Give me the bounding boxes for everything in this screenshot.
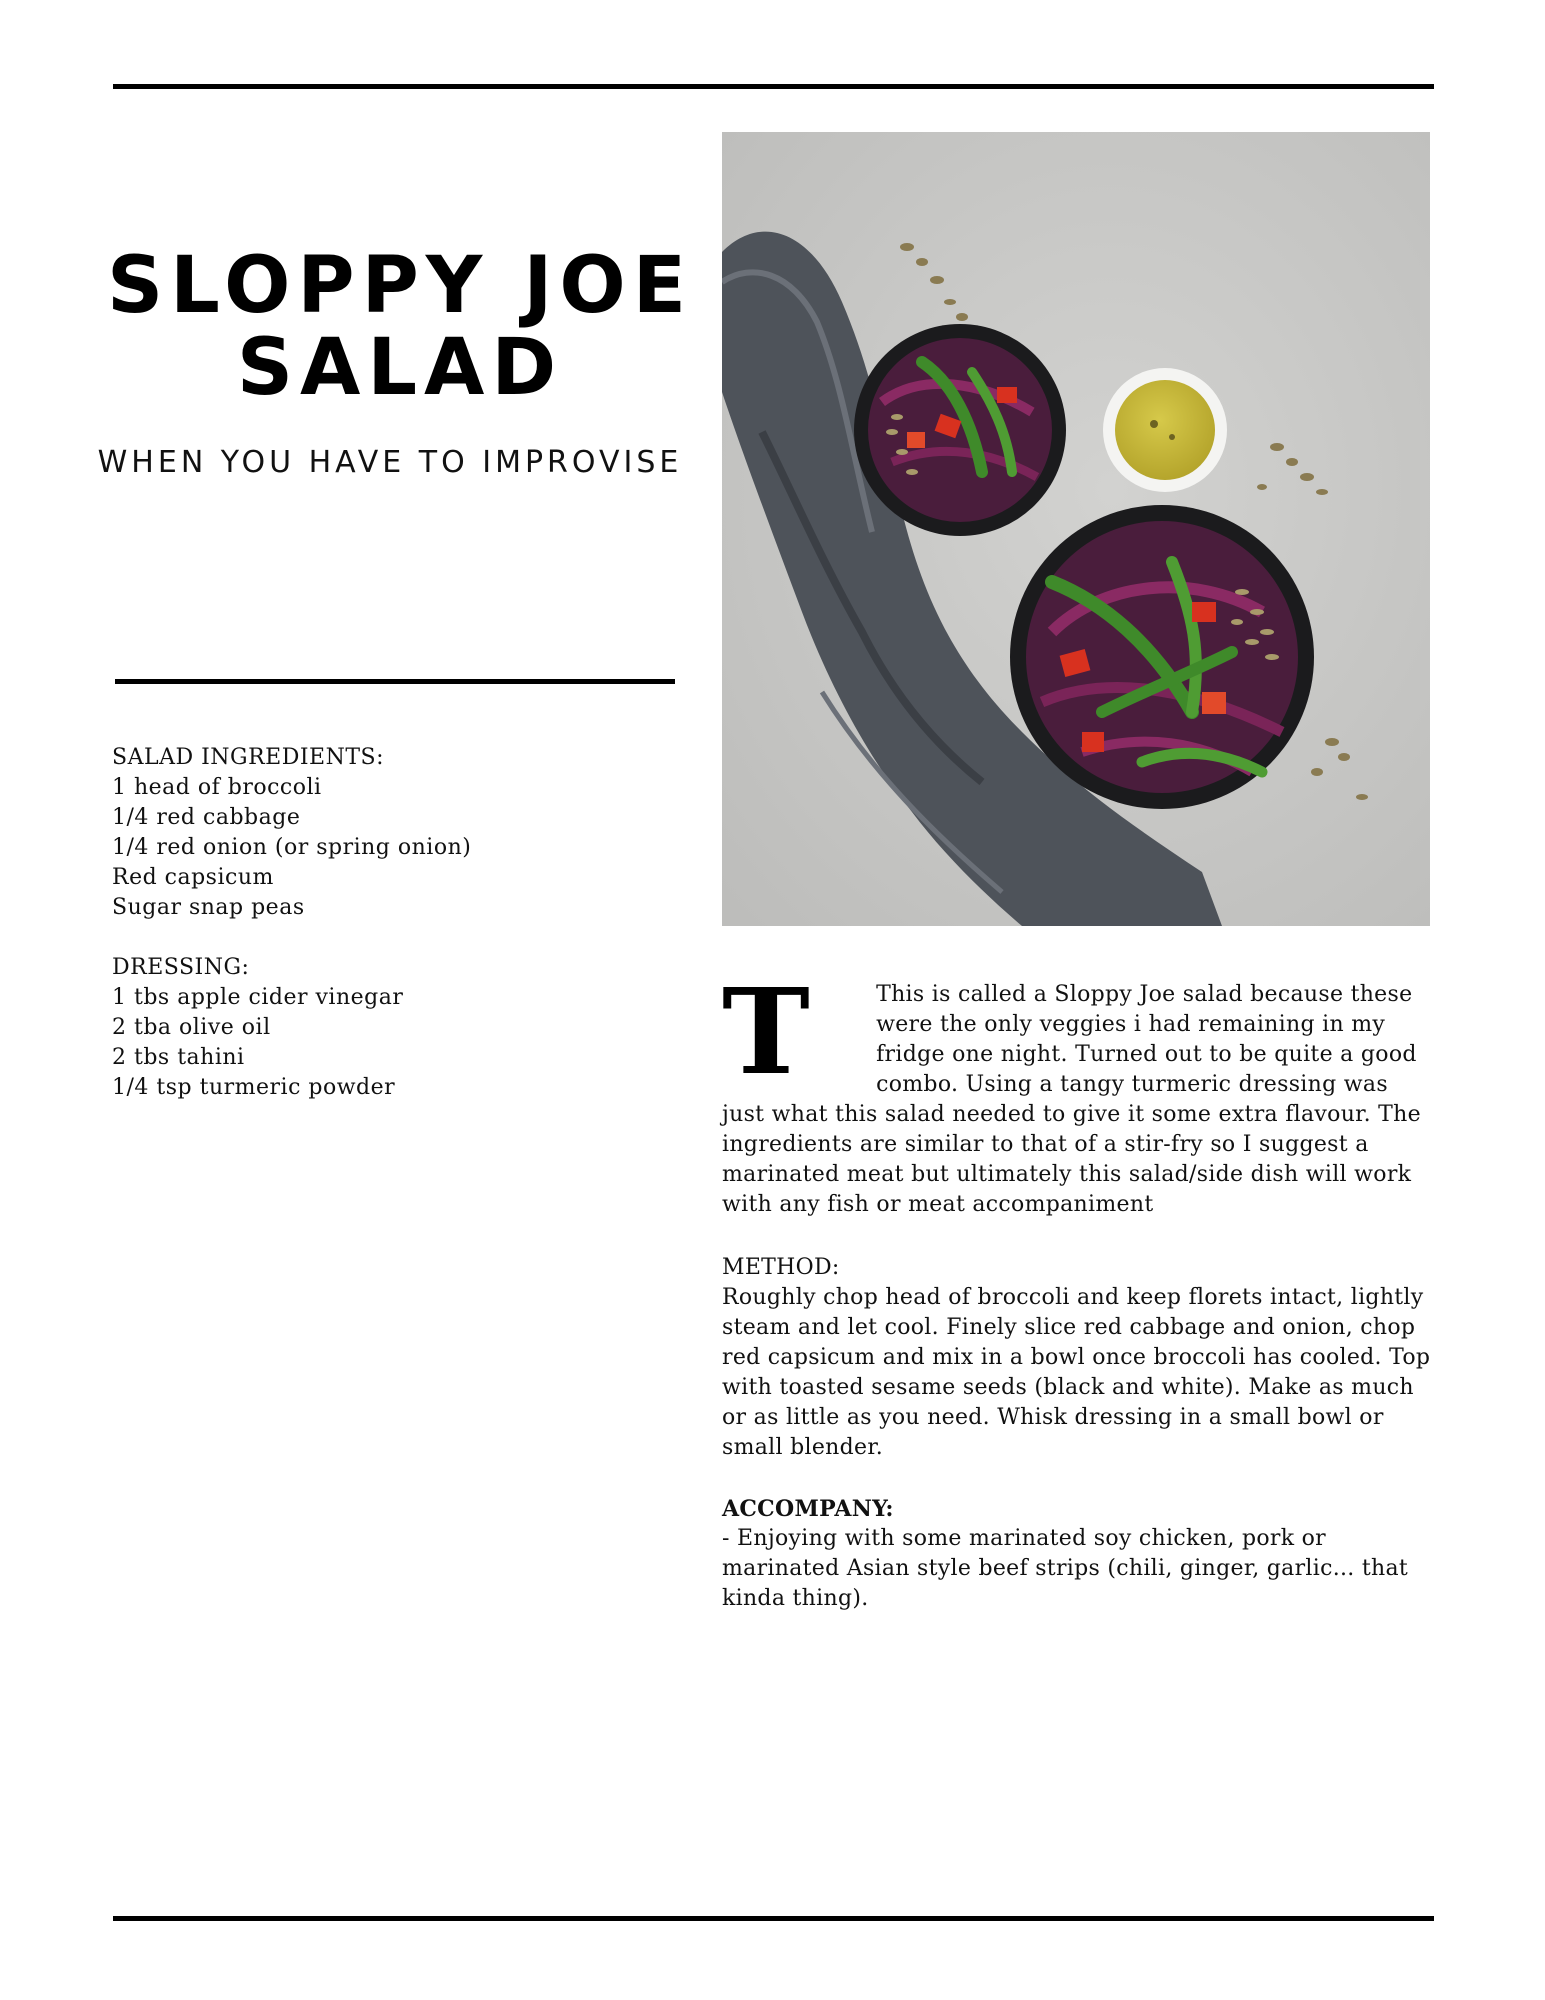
dressing-item: 2 tbs tahini bbox=[112, 1045, 245, 1070]
photo-illustration bbox=[722, 132, 1430, 926]
salad-bowls-photo bbox=[722, 132, 1430, 926]
ingredient-item: 1 head of broccoli bbox=[112, 775, 322, 800]
title-line-1: SLOPPY JOE bbox=[107, 241, 693, 331]
intro-text: This is called a Sloppy Joe salad because these were the only veggies i had remaining in my fridge one night. Turned out to be quite a good combo. Using a tangy turmeric dressing was just what this salad needed to give it some extra flavour. The ingredients are similar to that of a stir-fry so I suggest a marinated meat but ultimately this salad/side dish will work with any fish or meat accompaniment bbox=[722, 982, 1421, 1217]
method-section bbox=[722, 1253, 1434, 1463]
salad-ingredients-heading: SALAD INGREDIENTS: bbox=[112, 745, 385, 770]
recipe-title bbox=[80, 241, 720, 413]
ingredient-item: Red capsicum bbox=[112, 865, 274, 890]
section-divider bbox=[115, 679, 675, 684]
dressing-item: 1 tbs apple cider vinegar bbox=[112, 985, 404, 1010]
drop-cap: T bbox=[722, 962, 811, 1101]
dressing-heading: DRESSING: bbox=[112, 955, 250, 980]
dressing-ingredients bbox=[112, 953, 632, 1103]
top-rule bbox=[113, 84, 1434, 89]
method-heading: METHOD: bbox=[722, 1255, 840, 1280]
intro-paragraph bbox=[722, 962, 1434, 1220]
dressing-list bbox=[112, 983, 632, 1103]
dressing-item: 2 tba olive oil bbox=[112, 1015, 271, 1040]
accompany-text: - Enjoying with some marinated soy chicken, pork or marinated Asian style beef strips (chili, ginger, garlic... that kinda thing). bbox=[722, 1526, 1409, 1611]
accompany-heading: ACCOMPANY: bbox=[722, 1496, 894, 1522]
dressing-item: 1/4 tsp turmeric powder bbox=[112, 1075, 396, 1100]
accompany-section bbox=[722, 1494, 1434, 1614]
ingredient-item: Sugar snap peas bbox=[112, 895, 305, 920]
title-line-2: SALAD bbox=[236, 323, 564, 413]
ingredient-item: 1/4 red onion (or spring onion) bbox=[112, 835, 472, 860]
method-text: Roughly chop head of broccoli and keep florets intact, lightly steam and let cool. Finely slice red cabbage and onion, chop red capsicum and mix in a bowl once broccoli has cooled. Top with toasted sesame seeds (black and white). Make as much or as little as you need. Whisk dressing in a small bowl or small blender. bbox=[722, 1285, 1431, 1460]
salad-ingredients-list bbox=[112, 773, 632, 923]
ingredients-column bbox=[112, 743, 632, 1103]
recipe-subtitle: WHEN YOU HAVE TO IMPROVISE bbox=[97, 445, 683, 480]
bottom-rule bbox=[113, 1916, 1434, 1921]
ingredient-item: 1/4 red cabbage bbox=[112, 805, 301, 830]
salad-ingredients bbox=[112, 743, 632, 923]
